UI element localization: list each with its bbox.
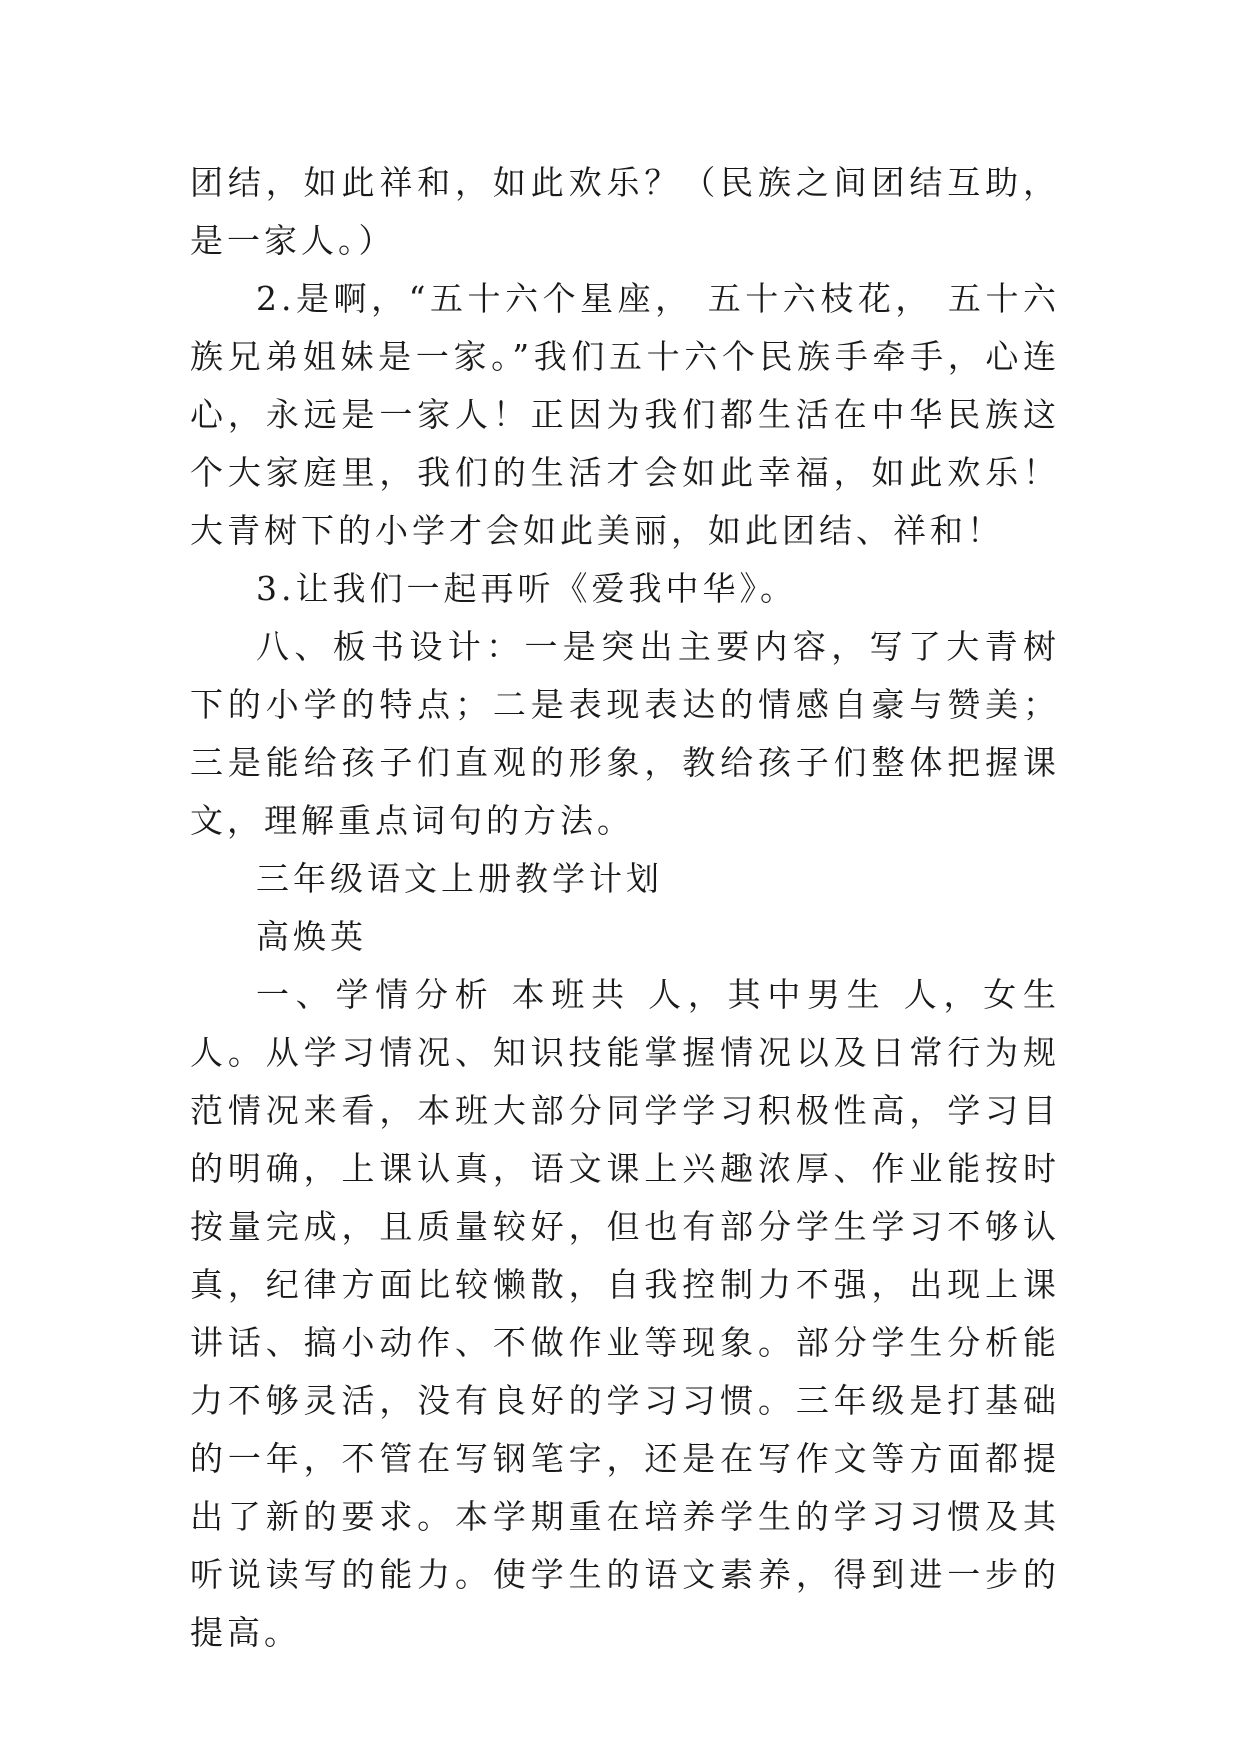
paragraph: 一、学情分析 本班共 人，其中男生 人，女生 人。从学习情况、知识技能掌握情况以及日常行为规范情况来看，本班大部分同学学习积极性高，学习目的明确，上课认真，语文课上兴趣浓厚、作业能按时按量完成，且质量较好，但也有部分学生学习不够认真，纪律方面比较懒散，自我控制力不强，出现上课讲话、搞小动作、不做作业等现象。部分学生分析能力不够灵活，没有良好的学习习惯。三年级是打基础的一年，不管在写钢笔字，还是在写作文等方面都提出了新的要求。本学期重在培养学生的学习习惯及其听说读写的能力。使学生的语文素养，得到进一步的提高。 bbox=[190, 975, 1060, 1652]
paragraph: 3.让我们一起再听《爱我中华》。 bbox=[256, 569, 797, 608]
author-name: 高焕英 bbox=[256, 917, 367, 956]
section-title: 三年级语文上册教学计划 bbox=[256, 859, 663, 898]
paragraph: 团结，如此祥和，如此欢乐？（民族之间团结互助，是一家人。） bbox=[190, 163, 1060, 260]
paragraph: 2.是啊，“五十六个星座， 五十六枝花， 五十六族兄弟姐妹是一家。”我们五十六个民族手牵手，心连心，永远是一家人！正因为我们都生活在中华民族这个大家庭里，我们的生活才会如此幸福，如此欢乐！大青树下的小学才会如此美丽，如此团结、祥和！ bbox=[190, 279, 1060, 550]
document-body bbox=[190, 154, 1060, 1662]
paragraph: 八、板书设计：一是突出主要内容，写了大青树下的小学的特点；二是表现表达的情感自豪与赞美；三是能给孩子们直观的形象，教给孩子们整体把握课文，理解重点词句的方法。 bbox=[190, 627, 1060, 840]
